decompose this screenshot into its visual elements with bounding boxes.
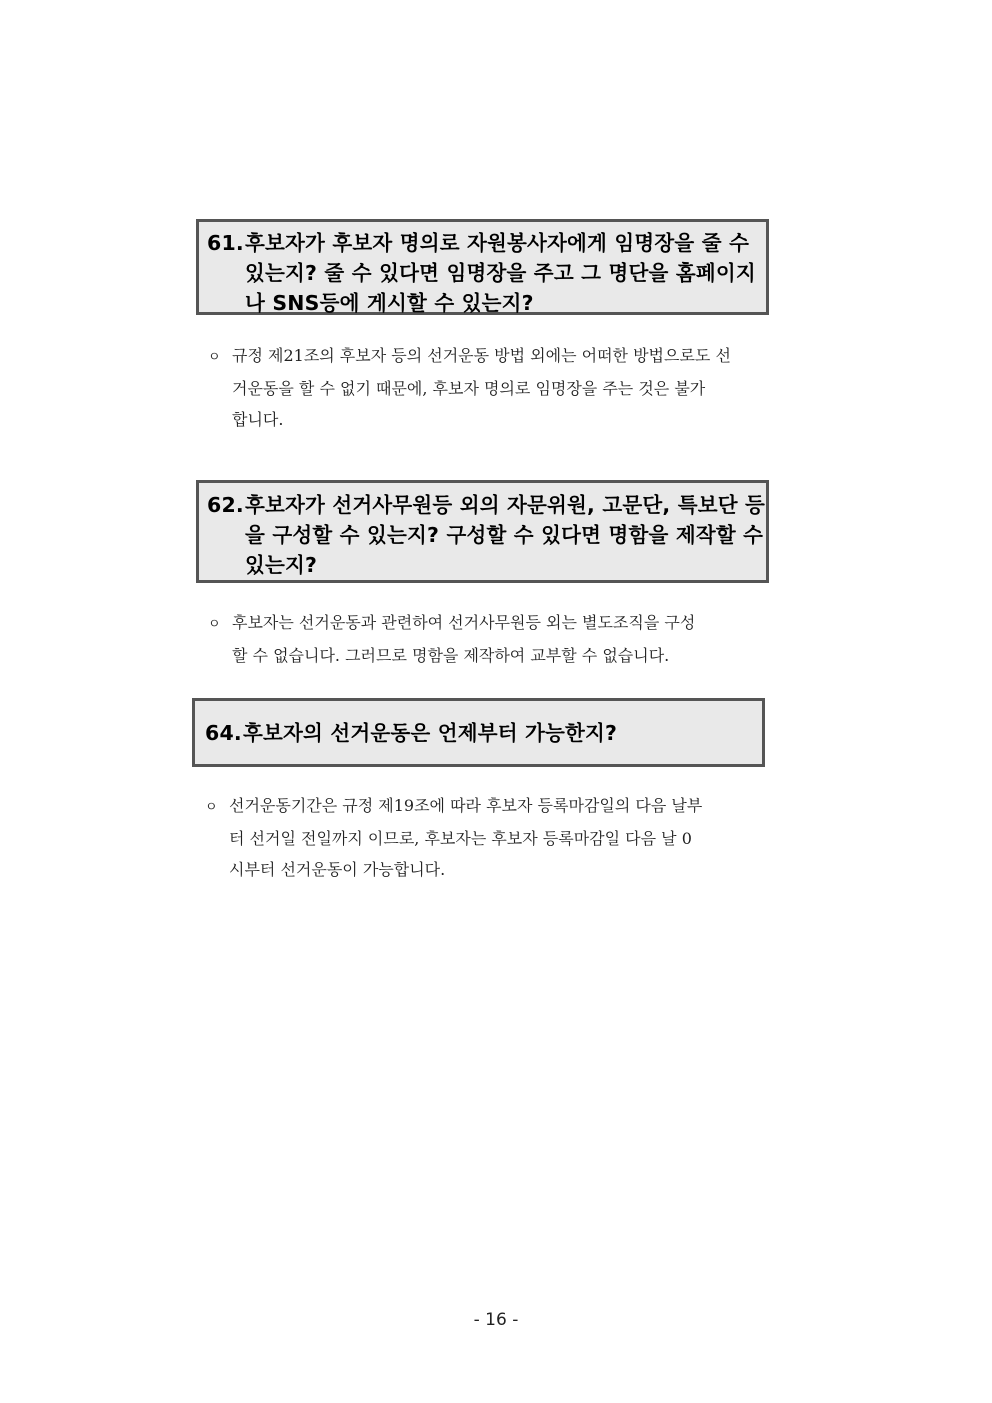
answer-text: 터 선거일 전일까지 이므로, 후보자는 후보자 등록마감일 다음 날 0 xyxy=(229,829,692,848)
question-text: 후보자가 후보자 명의로 자원봉사자에게 임명장을 줄 수 xyxy=(245,231,750,255)
question-number: 61. xyxy=(207,231,244,255)
question-number: 62. xyxy=(207,493,244,517)
answer-text: 합니다. xyxy=(232,410,284,429)
bullet-marker: ㅇ xyxy=(208,617,221,632)
question-text: 을 구성할 수 있는지? 구성할 수 있다면 명함을 제작할 수 xyxy=(245,523,764,547)
answer-line xyxy=(208,640,695,671)
answer-line xyxy=(208,340,731,373)
page-number: - 16 - xyxy=(473,1310,519,1330)
answer-text: 시부터 선거운동이 가능합니다. xyxy=(229,860,446,879)
question-line xyxy=(207,228,766,258)
answer-text: 선거운동기간은 규정 제19조에 따라 후보자 등록마감일의 다음 날부 xyxy=(229,796,703,815)
answer-line xyxy=(208,373,731,404)
answer-62 xyxy=(208,607,695,671)
bullet-marker: ㅇ xyxy=(208,350,221,365)
question-number: 64. xyxy=(205,721,242,745)
answer-text: 할 수 없습니다. 그러므로 명함을 제작하여 교부할 수 없습니다. xyxy=(232,646,670,665)
answer-line xyxy=(205,823,702,854)
question-box-62 xyxy=(196,480,769,583)
question-text: 후보자가 선거사무원등 외의 자문위원, 고문단, 특보단 등 xyxy=(245,493,766,517)
answer-line xyxy=(208,404,731,435)
question-text: 있는지? 줄 수 있다면 임명장을 주고 그 명단을 홈페이지 xyxy=(245,261,756,285)
answer-line xyxy=(205,790,702,823)
answer-text: 후보자는 선거운동과 관련하여 선거사무원등 외는 별도조직을 구성 xyxy=(232,613,696,632)
question-line xyxy=(207,490,766,520)
question-line xyxy=(207,520,766,550)
answer-line xyxy=(208,607,695,640)
answer-text: 규정 제21조의 후보자 등의 선거운동 방법 외에는 어떠한 방법으로도 선 xyxy=(232,346,731,365)
question-line xyxy=(205,718,762,748)
question-text: 후보자의 선거운동은 언제부터 가능한지? xyxy=(243,721,618,745)
answer-text: 거운동을 할 수 없기 때문에, 후보자 명의로 임명장을 주는 것은 불가 xyxy=(232,379,706,398)
answer-line xyxy=(205,854,702,885)
question-text: 있는지? xyxy=(245,553,318,577)
question-box-64 xyxy=(192,698,765,767)
question-box-61 xyxy=(196,219,769,315)
bullet-marker: ㅇ xyxy=(205,800,218,815)
question-line xyxy=(207,550,766,580)
question-text: 나 SNS등에 게시할 수 있는지? xyxy=(245,291,534,315)
question-line xyxy=(207,258,766,288)
question-line xyxy=(207,288,766,318)
answer-61 xyxy=(208,340,731,435)
answer-64 xyxy=(205,790,702,885)
